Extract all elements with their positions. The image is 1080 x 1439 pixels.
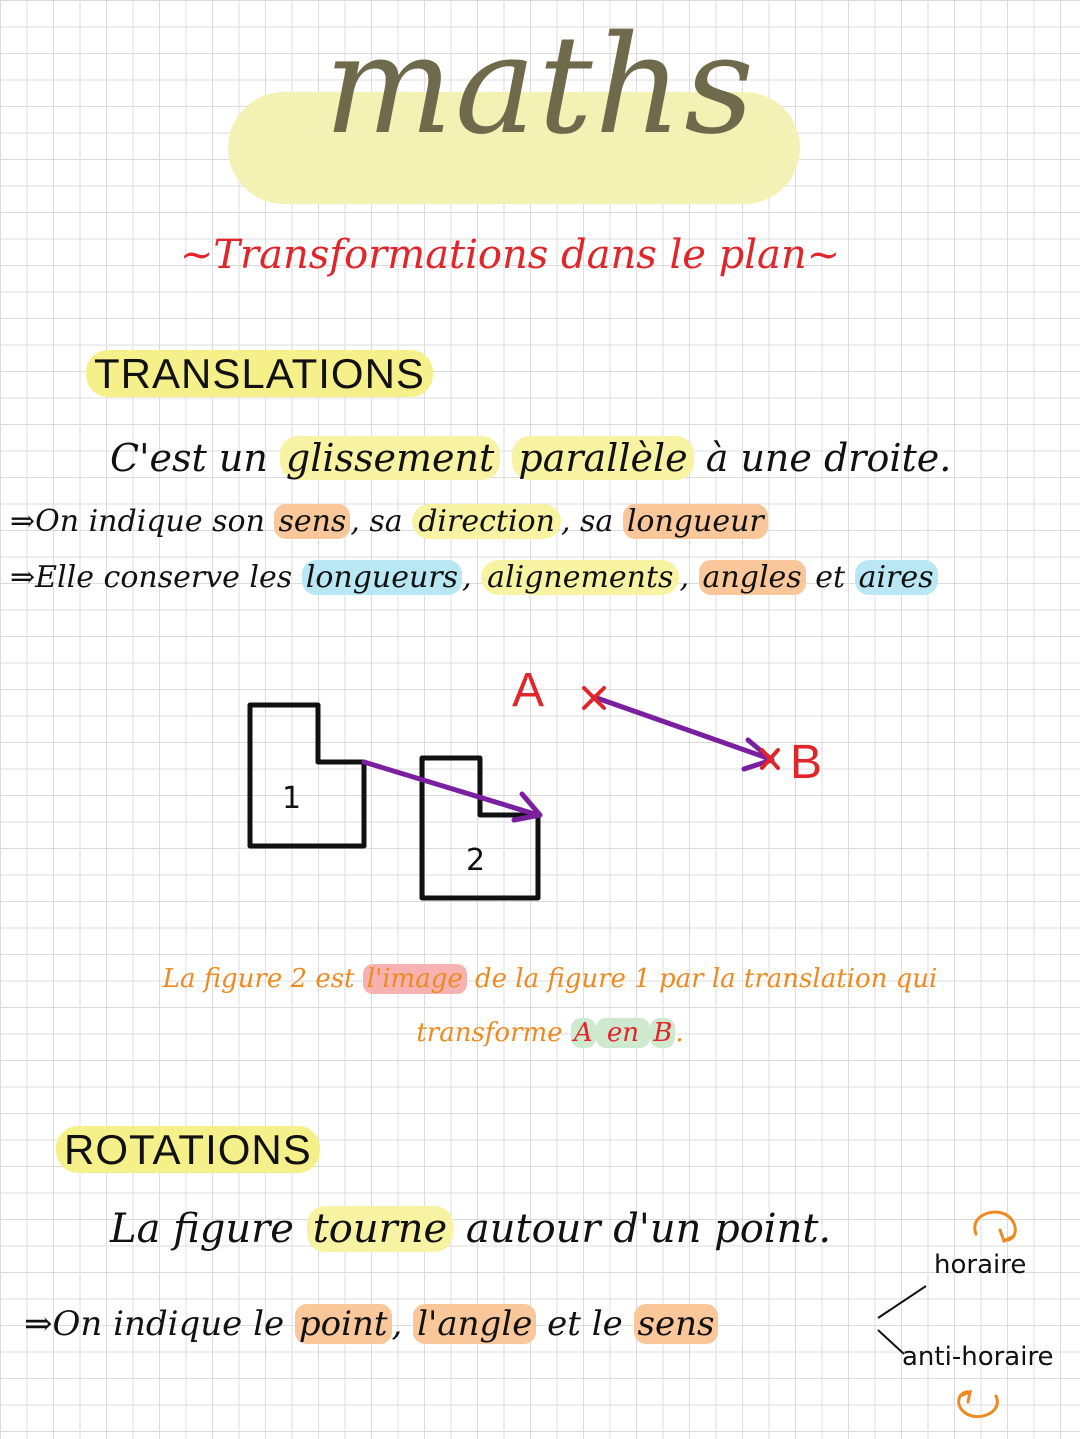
highlight-aires: aires xyxy=(855,560,938,595)
point-sep: , xyxy=(462,560,482,595)
vector-ab xyxy=(594,697,770,759)
caption-point-b: B xyxy=(650,1018,675,1048)
caption-point-a: A xyxy=(571,1018,596,1048)
page-title: maths xyxy=(323,7,757,165)
branch-line-anti xyxy=(878,1330,904,1354)
point-b-label: B xyxy=(790,736,823,789)
point-prefix: ⇒Elle conserve les xyxy=(10,560,302,595)
highlight-glissement: glissement xyxy=(280,436,500,480)
rotation-definition xyxy=(110,1206,831,1252)
sens-horaire-label: horaire xyxy=(934,1250,1027,1280)
heading-text: TRANSLATIONS xyxy=(86,350,433,397)
highlight-alignements: alignements xyxy=(481,560,679,595)
caption-part-2: de la figure 1 par la translation qui xyxy=(466,964,938,994)
caption-en: en xyxy=(596,1018,651,1048)
definition-prefix: La figure xyxy=(110,1206,307,1252)
caption-image: l'image xyxy=(363,964,467,994)
highlight-angles: angles xyxy=(699,560,806,595)
figure-2-label: 2 xyxy=(466,843,486,878)
highlight-direction: direction xyxy=(412,504,561,539)
caption-end: . xyxy=(675,1018,684,1048)
page-subtitle: ~Transformations dans le plan~ xyxy=(179,232,841,278)
caption-part-1: La figure 2 est xyxy=(162,964,363,994)
rotation-point-1 xyxy=(24,1304,718,1344)
point-sep: et le xyxy=(536,1304,634,1344)
sens-anti-horaire-label: anti-horaire xyxy=(902,1342,1054,1372)
point-sep: , xyxy=(679,560,699,595)
definition-suffix: autour d'un point. xyxy=(453,1206,832,1252)
point-sep: et xyxy=(805,560,855,595)
highlight-point: point xyxy=(295,1304,392,1344)
highlight-angle: l'angle xyxy=(413,1304,536,1344)
definition-prefix: C'est un xyxy=(110,436,280,480)
highlight-longueurs: longueurs xyxy=(302,560,462,595)
caption-part-3: transforme xyxy=(416,1018,571,1048)
highlight-parallele: parallèle xyxy=(512,436,693,480)
point-sep: , sa xyxy=(560,504,623,539)
point-a-label: A xyxy=(512,664,545,717)
highlight-longueur: longueur xyxy=(623,504,768,539)
point-prefix: ⇒On indique son xyxy=(10,504,275,539)
clockwise-arrow-icon xyxy=(975,1212,1016,1240)
branch-line-horaire xyxy=(878,1286,926,1318)
point-sep: , xyxy=(391,1304,414,1344)
highlight-sens: sens xyxy=(274,504,350,539)
highlight-sens: sens xyxy=(634,1304,719,1344)
point-sep: , sa xyxy=(350,504,413,539)
translation-caption xyxy=(110,952,990,1060)
figure-1-shape xyxy=(250,705,364,846)
heading-text: ROTATIONS xyxy=(56,1126,320,1173)
definition-suffix: à une droite. xyxy=(693,436,952,480)
figure-1-label: 1 xyxy=(282,781,302,816)
point-prefix: ⇒On indique le xyxy=(24,1304,295,1344)
highlight-tourne: tourne xyxy=(307,1206,453,1252)
section-heading-rotations xyxy=(56,1126,320,1174)
translation-arrow-figures xyxy=(364,762,538,815)
